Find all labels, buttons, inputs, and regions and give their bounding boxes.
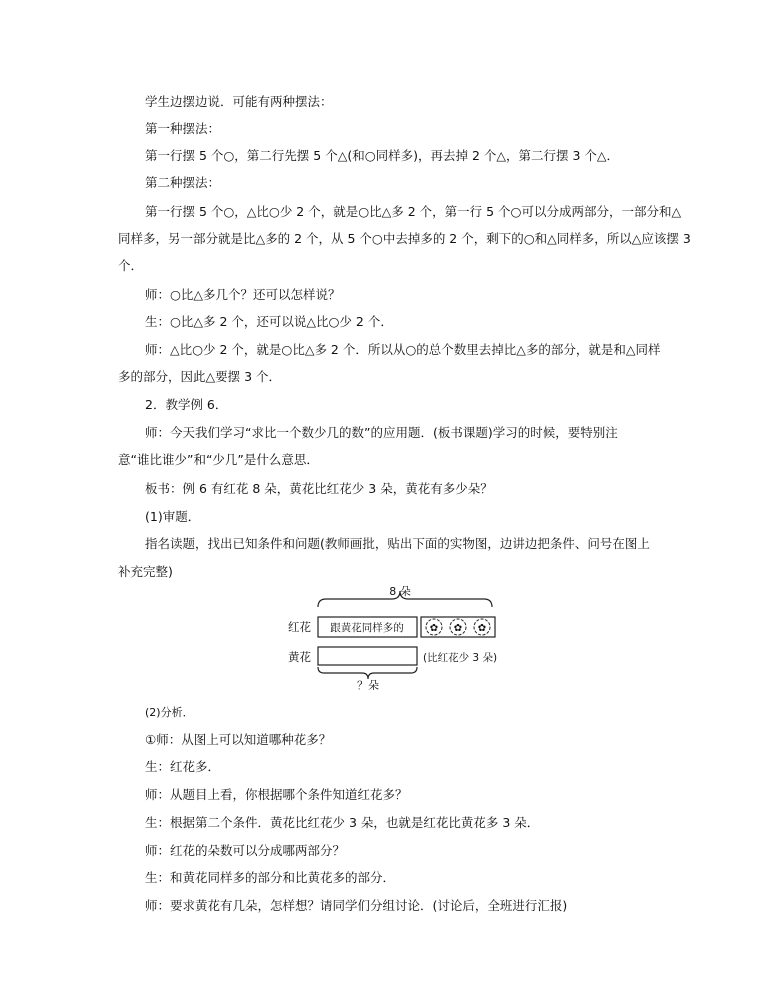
- svg-text:✿: ✿: [429, 623, 439, 634]
- dialogue-line: 师：△比○少 2 个，就是○比△多 2 个．所以从○的总个数里去掉比△多的部分，就是和△同样: [145, 342, 661, 357]
- yellow-box: [318, 647, 417, 665]
- red-flower-label: 红花: [288, 620, 311, 634]
- bottom-brace: [318, 667, 417, 679]
- paragraph-heading: 第一种摆法：: [145, 121, 221, 136]
- yellow-flower-label: 黄花: [288, 650, 311, 664]
- paragraph-heading: 第二种摆法：: [145, 175, 221, 190]
- dialogue-line: 意“谁比谁少”和“少几”是什么意思．: [118, 452, 319, 467]
- dialogue-line: 师：今天我们学习“求比一个数少几的数”的应用题．(板书课题)学习的时候，要特别注: [145, 425, 618, 440]
- paragraph: 学生边摆边说．可能有两种摆法：: [145, 94, 333, 109]
- bottom-label: ？朵: [357, 679, 379, 690]
- dialogue-line: 生：○比△多 2 个，还可以说△比○少 2 个．: [145, 314, 393, 329]
- dialogue-line: 师：从题目上看，你根据哪个条件知道红花多？: [145, 787, 408, 802]
- paragraph: 补充完整): [118, 564, 173, 579]
- dialogue-line: 师：要求黄花有几朵，怎样想？请同学们分组讨论．(讨论后，全班进行汇报): [145, 898, 568, 913]
- board-text: 板书：例 6 有红花 8 朵，黄花比红花少 3 朵，黄花有多少朵？: [145, 481, 493, 496]
- red-box-text: 跟黄花同样多的: [330, 622, 404, 634]
- yellow-note: (比红花少 3 朵): [423, 652, 498, 664]
- dialogue-line: 多的部分，因此△要摆 3 个．: [118, 369, 282, 384]
- dialogue-line: 师：○比△多几个？还可以怎样说？: [145, 287, 341, 302]
- dialogue-line: ①师：从图上可以知道哪种花多？: [145, 732, 332, 747]
- paragraph: 指名读题，找出已知条件和问题(教师画批，贴出下面的实物图，边讲边把条件、问号在图上: [145, 536, 650, 551]
- top-label: 8 朵: [389, 585, 411, 598]
- dialogue-line: 生：根据第二个条件．黄花比红花少 3 朵，也就是红花比黄花多 3 朵．: [145, 815, 540, 830]
- flower-comparison-diagram: [280, 585, 520, 690]
- svg-text:✿: ✿: [453, 623, 463, 634]
- dialogue-line: 生：红花多．: [145, 759, 221, 774]
- dialogue-line: 生：和黄花同样多的部分和比黄花多的部分．: [145, 870, 396, 885]
- paragraph: 同样多，另一部分就是比△多的 2 个，从 5 个○中去掉多的 2 个，剩下的○和△同样多，所以△应该摆 3: [118, 231, 691, 246]
- section-heading: 2．教学例 6．: [145, 397, 228, 412]
- paragraph: 个．: [118, 258, 144, 273]
- paragraph: 第一行摆 5 个○，△比○少 2 个，就是○比△多 2 个，第一行 5 个○可以分成两部分，一部分和△: [145, 204, 682, 219]
- step-heading: (2)分析．: [145, 706, 194, 719]
- step-heading: (1)审题．: [145, 509, 201, 524]
- svg-text:✿: ✿: [477, 623, 487, 634]
- dialogue-line: 师：红花的朵数可以分成哪两部分？: [145, 843, 346, 858]
- paragraph: 第一行摆 5 个○，第二行先摆 5 个△(和○同样多)，再去掉 2 个△，第二行摆 3 个△．: [145, 148, 620, 163]
